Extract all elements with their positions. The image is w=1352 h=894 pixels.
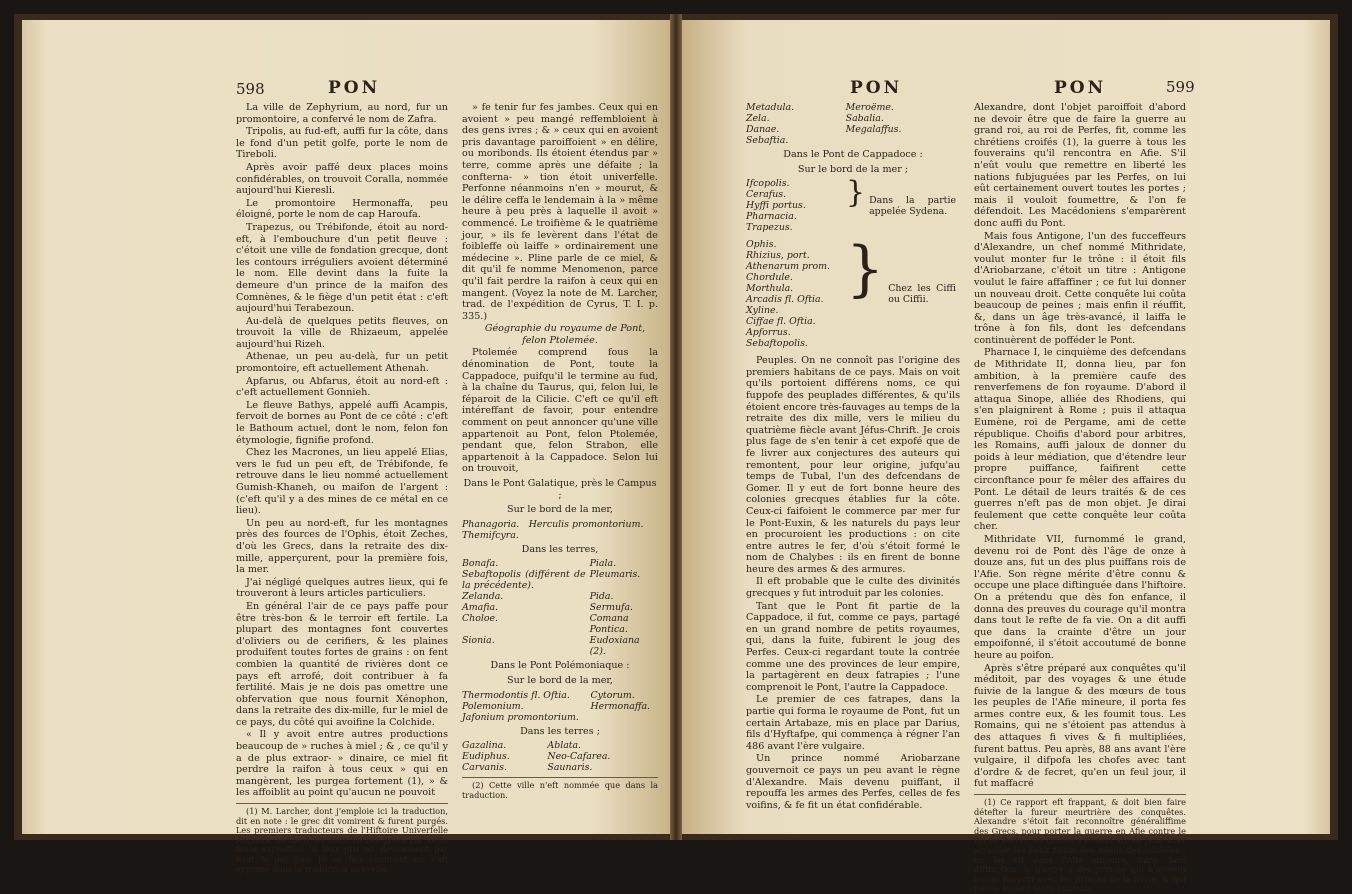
place-name: Sermufa. (589, 602, 634, 614)
group-label: Dans la partie appelée Sydena. (869, 194, 956, 217)
place-name (529, 530, 658, 541)
place-name: Rhizius, port. (746, 250, 810, 262)
paragraph: Trapezus, ou Trébifonde, étoit au nord-eft, à l'embouchure d'un petit fleuve : c'étoit une ville de fondation grecque, dont les contours irréguliers avoient déterminé le nom. Elle devint dans la fuite la demeure d'un prince de la maifon des Comnènes, & le fiège d'un petit état : c'eft aujourd'hui Terabezoun. (236, 221, 448, 315)
place-name: Phanagoria. (462, 518, 520, 530)
place-name: Trapezus. (746, 222, 793, 234)
place-name: Pharnacia. (746, 211, 797, 223)
place-name: Sebaftopolis. (746, 338, 808, 350)
left-column-1 (236, 102, 448, 874)
place-name: Eudoxiana (2). (589, 635, 640, 658)
polemo-title: Dans le Pont Polémoniaque : (490, 660, 630, 672)
paragraph: Un prince nommé Ariobarzane gouvernoit ce pays un peu avant le règne d'Alexandre. Mais devenu puiffant, il repouffa les armes des Perfes, celles de fes voifins, & fe fit un état confidérable. (746, 753, 960, 811)
place-name: Polemonium. (462, 700, 524, 712)
place-name: Sionia. (462, 635, 495, 647)
place-name: Pleumaris. (589, 569, 641, 581)
place-name (846, 135, 960, 146)
place-name: Sebaftopolis (différent de la précédente). (462, 569, 586, 592)
right-running-head-1: PON (850, 78, 903, 98)
left-page-number: 598 (236, 80, 265, 98)
place-name: Metadula. (746, 102, 795, 113)
paragraph: Mithridate VII, furnommé le grand, devenu roi de Pont dès l'âge de onze à douze ans, fut un des plus puiffans rois de l'Afie. Son règne mérite d'être connu & occupe une place diftinguée dans l'hiftoire. On a prétendu que dès fon enfance, il donna des preuves du courage qu'il montra dans tout le refte de fa vie. On a dit auffi que dans la crainte d'être un jour empoifonné, il s'étoit accoutumé de bonne heure au poifon. (974, 533, 1186, 661)
open-book (14, 14, 1338, 894)
left-page (22, 20, 670, 874)
polemo-subtitle: Sur le bord de la mer, (507, 674, 613, 686)
place-name: Thermodontis fl. Oftia. (462, 689, 570, 701)
paragraph: La ville de Zephyrium, au nord, fur un promontoire, a confervé le nom de Zafra. (236, 102, 448, 125)
footnote-rule (236, 803, 448, 804)
polemo-land-list (462, 740, 658, 773)
right-column-2 (974, 102, 1186, 894)
place-name: Gazalina. (462, 740, 507, 752)
place-name: Bonafa. (462, 558, 499, 570)
paragraph: J'ai négligé quelques autres lieux, qui fe trouveront à leurs articles particuliers. (236, 576, 448, 600)
place-name: Comana Pontica. (589, 613, 629, 636)
place-name: Hermonaffa. (590, 700, 651, 712)
top-place-list (746, 102, 960, 146)
paragraph: Tripolis, au fud-eft, auffi fur la côte, dans le fond d'un petit golfe, porte le nom de Tireboli. (236, 126, 448, 161)
left-column-2 (462, 102, 658, 832)
right-page (682, 20, 1330, 894)
place-name: Themifcyra. (462, 529, 519, 541)
cappadoce-title: Dans le Pont de Cappadoce : (783, 149, 923, 160)
place-name: Pida. (589, 591, 614, 603)
quote-continuation: » fe tenir fur fes jambes. Ceux qui en avoient » peu mangé reffembloient à des gens ivres ; & » ceux qui en avoient pris davantage paroiffoient » en délire, ou moribonds. Ils étoient étendus par » terre, comme après une défaite ; la confterna- » tion étoit univerfelle. Perfonne néanmoins n'en » mourut, & le délire ceffa le lendemain à la » même heure à peu près à laquelle il avoit » commencé. Le troifième & le quatrième jour, » ils fe levèrent dans l'état de foibleffe où laiffe » ordinairement une médecine ». Pline parle de ce miel, & dit qu'il fe nomme Menomenon, parce qu'il fait perdre la raifon à ceux qui en mangent. (Voyez la note de M. Larcher, trad. de l'expédition de Cyrus, T. I. p. 335.) (462, 102, 658, 322)
paragraph: Mais fous Antigone, l'un des fucceffeurs d'Alexandre, un chef nommé Mithridate, voulut monter fur le trône : il étoit fils d'Ariobarzane, c'étoit un titre : Antigone voulut le faire affaffiner ; ce fut lui donner un nouveau droit. Cette conquête lui coûta beaucoup de peines ; mais enfin il réuffit, &, dans un âge très-avancé, il laiffa le trône à fon fils, dont les defcendans continuèrent de pofféder le Pont. (974, 230, 1186, 346)
group-label: Chez les Ciffi ou Ciffii. (888, 283, 956, 306)
place-name: Carvanis. (462, 762, 507, 774)
galatic-title: Dans le Pont Galatique, près le Campus ; (463, 478, 657, 501)
quote-paragraph: « Il y avoit entre autres productions beaucoup de » ruches à miel ; & , ce qu'il y a de plus extraor- » dinaire, ce miel fit perdre la raifon à tous ceux » qui en mangèrent, les purgea fortement (1), » & les affoiblit au point qu'aucun ne pouvoit (236, 729, 448, 799)
place-name: Jafonium promontorium. (462, 711, 579, 723)
footnote-rule (462, 777, 658, 778)
place-name: Cytorum. (590, 689, 635, 701)
footnote: (1) M. Larcher, dont j'emploie ici la traduction, dit en note : le grec dit vomirent & furent purgés. Les premiers traducteurs de l'Hiftoire Univerfelle Anglaife, rendent les deux verbes grecs par cette feule expreffion, il leur prit un dévoiement par haut & par bas. Je ne fais comment on s'eft exprimé dans la traduction nouvelle. (236, 806, 448, 874)
place-name: Chordule. (746, 272, 793, 284)
galatic-land-title: Dans les terres, (521, 543, 599, 555)
place-name: Zelanda. (462, 591, 504, 603)
place-name: Herculis promontorium. (528, 518, 644, 530)
place-name: Eudiphus. (462, 751, 510, 763)
cappadoce-subtitle: Sur le bord de la mer ; (797, 163, 909, 175)
place-name: Zela. (746, 113, 770, 124)
paragraph: Chez les Macrones, un lieu appelé Elias, vers le fud un peu eft, de Trébifonde, fe retrouve dans le lieu nommé actuellement Gumish-Khaneh, ou maifon de l'argent : (c'eft qu'il y a des mines de ce métal en ce lieu). (236, 447, 448, 517)
place-name: Morthula. (746, 283, 794, 295)
place-name: Sebaftia. (746, 135, 789, 146)
place-name: Arcadis fl. Oftia. (746, 294, 824, 306)
book-gutter (670, 14, 682, 840)
paragraph: Le promontoire Hermonaffa, peu éloigné, porte le nom de cap Haroufa. (236, 197, 448, 221)
place-name: Hyffi portus. (746, 200, 806, 212)
place-name: Athenarum prom. (746, 261, 830, 273)
footnote: (1) Ce rapport eft frappant, & doit bien faire détefter la fureur meurtrière des conquêtes. Alexandre s'étoit fait reconnoître généraliffime des Grecs, pour porter la guerre en Afie contre le roi de Perfe ; les croifés s'étoient armés pour aller arracher les lieux faints des mains des infidèles : on les vit dans l'Afie mineure, faire, fans diftinction, la guerre à des princes qui n'avoient aucun rapport avec les princes de la Syrie, & qui même étoient leurs ennemis. (974, 797, 1186, 894)
paragraph: Après s'être préparé aux conquêtes qu'il méditoit, par des voyages & une étude fuivie de la langue & des mœurs de tous les peuples de l'Afie mineure, il porta fes armes contre eux, & les foumit tous. Les Romains, qui ne s'étoient pas attendus à des attaques fi vives & fi multipliées, furent battus. Peu après, 88 ans avant l'ère vulgaire, il difpofa les chofes avec tant d'ordre & de fecret, qu'en un feul jour, il fut maffacré (974, 662, 1186, 790)
galatic-subtitle: Sur le bord de la mer, (507, 504, 613, 516)
place-name: Sabalia. (845, 113, 884, 124)
brace-icon: } (846, 234, 885, 305)
left-running-head: PON (328, 78, 381, 98)
place-name: Xyline. (746, 305, 779, 317)
section-heading: Géographie du royaume de Pont, felon Ptolemée. (484, 323, 646, 346)
place-name: Megalaffus. (845, 124, 902, 135)
cissi-group (746, 234, 960, 350)
place-name: Ifcopolis. (746, 178, 790, 190)
paragraph: Un peu au nord-eft, fur les montagnes près des fources de l'Ophis, étoit Zeches, d'où les Grecs, dans la retraite des dix-mille, apperçurent, pour la première fois, la mer. (236, 517, 448, 576)
paragraph: Pharnace I, le cinquième des defcendans de Mithridate II, donna lieu, par fon ambition, à la première caufe des renverfemens de fon royaume. D'abord il attaqua Sinope, alliée des Rhodiens, qui s'en plaignirent à Rome ; puis il attaqua Eumène, roi de Pergame, ami de cette république. Choifis d'abord pour arbitres, les Romains, auffi jaloux de donner du poids à leur médiation, que d'étendre leur propre puiffance, faifirent cette circonftance pour fe mêler des affaires du Pont. Le détail de leurs traités & de ces guerres n'eft pas de mon objet. Je dirai feulement que cette conquête leur coûta cher. (974, 347, 1186, 533)
paragraph: Le fleuve Bathys, appelé auffi Acampis, fervoit de bornes au Pont de ce côté : c'eft le Bathoum actuel, dont le nom, felon fon étymologie, fignifie profond. (236, 399, 448, 446)
right-page-number: 599 (1166, 78, 1195, 96)
galatic-sea-list (462, 519, 658, 541)
footnote: (2) Cette ville n'eft nommée que dans la traduction. (462, 780, 658, 800)
paragraph: Après avoir paffé deux places moins confidérables, on trouvoit Coralla, nommée aujourd'hui Kieresli. (236, 161, 448, 197)
footnote-rule (974, 794, 1186, 795)
place-name: Neo-Cafarea. (547, 751, 611, 763)
galatic-land-list (462, 558, 658, 657)
place-name: Danae. (746, 124, 780, 135)
paragraph: Athenae, un peu au-delà, fur un petit promontoire, eft actuellement Athenah. (236, 351, 448, 375)
right-column-1 (746, 102, 960, 832)
paragraph: Il eft probable que le culte des divinités grecques y fut introduit par les colonies. (746, 576, 960, 600)
place-name: Apforrus. (746, 327, 791, 339)
paragraph: Le premier de ces fatrapes, dans la partie qui forma le royaume de Pont, fut un certain Artabaze, mis en place par Darius, fils d'Hyftafpe, qui commença à régner l'an 486 avant l'ère vulgaire. (746, 694, 960, 752)
paragraph: Apfarus, ou Abfarus, étoit au nord-eft : c'eft actuellement Gonnieh. (236, 375, 448, 399)
paragraph: Ptolemée comprend fous la dénomination de Pont, toute la Cappadoce, puifqu'il le termine au fud, à la chaîne du Taurus, qui, felon lui, le féparoit de la Cilicie. C'eft ce qu'il eft intéreffant de favoir, pour entendre comment on peut annoncer qu'une ville appartenoit au Pont, felon Ptolemée, pendant que, felon Strabon, elle appartenoit à la Cappadoce. Selon lui on trouvoit, (462, 347, 658, 475)
brace-icon: } (846, 175, 866, 211)
place-name: Saunaris. (547, 762, 593, 774)
place-name (590, 712, 658, 723)
place-name: Ablata. (547, 740, 582, 752)
paragraph: Alexandre, dont l'objet paroiffoit d'abord ne devoir être que de faire la guerre au grand roi, au roi de Perfes, fit, comme les chrétiens croifés (1), la guerre à tous les fouverains qu'il rencontra en Afie. S'il n'eût voulu que remettre en liberté les nations fubjuguées par les Perfes, on lui eût certainement ouvert toutes les portes ; mais il vouloit foumettre, & l'on fe défendoit. Les Macédoniens s'emparèrent donc auffi du Pont. (974, 102, 1186, 229)
paragraph: Tant que le Pont fit partie de la Cappadoce, il fut, comme ce pays, partagé en un grand nombre de petits royaumes, qui, dans la fuite, fubirent le joug des Perfes. Ceux-ci regardant toute la contrée comme une des provinces de leur empire, la partagèrent en deux fatrapies ; l'une comprenoit le Pont, l'autre la Cappadoce. (746, 600, 960, 693)
place-name: Ciffae fl. Oftia. (746, 316, 816, 328)
paragraph: Peuples. On ne connoît pas l'origine des premiers habitans de ce pays. Mais on voit qu'ils portoient différens noms, ce qui fuppofe des peuplades différentes, & qu'ils étoient encore très-fauvages au temps de la retraite des dix mille, vers le milieu du quatrième fiècle avant Jéfus-Chrift. Je crois plus fage de s'en tenir à cet expofé que de fe livrer aux conjectures des auteurs qui remontent, pour leur origine, jufqu'au temps de Tubal, l'un des defcendans de Gomer. Il y eut de fort bonne heure des colonies grecques établies fur la côte. Ceux-ci faifoient le commerce par mer fur le Pont-Euxin, & les naturels du pays leur en procuroient les productions : on cite entre autres le fer, d'où s'étoit formé le nom de Chalybes : ils en firent de bonne heure des armes & des armures. (746, 355, 960, 575)
place-name: Amafia. (462, 602, 499, 614)
place-name: Meroëme. (845, 102, 894, 113)
place-name: Choloe. (462, 613, 499, 625)
polemo-land-title: Dans les terres ; (520, 725, 600, 737)
place-name: Piala. (589, 558, 617, 570)
right-running-head-2: PON (1054, 78, 1107, 98)
paragraph: En général l'air de ce pays paffe pour être très-bon & le terroir eft fertile. La plupart des montagnes font couvertes d'oliviers ou de cerifiers, & les plaines produifent toutes fortes de grains : on fent combien la quantité de rivières dont ce pays eft arrofé, doit contribuer à fa fertilité. Mais je ne dois pas omettre une obfervation que nous fournit Xénophon, dans la retraite des dix-mille, fur le miel de ce pays, du côté qui avoifine la Colchide. (236, 600, 448, 728)
polemo-sea-list (462, 690, 658, 723)
paragraph: Au-delà de quelques petits fleuves, on trouvoit la ville de Rhizaeum, appelée aujourd'hui Rizeh. (236, 315, 448, 350)
place-name: Ophis. (746, 239, 777, 251)
place-name: Cerafus. (746, 189, 787, 201)
sydena-group (746, 175, 960, 234)
